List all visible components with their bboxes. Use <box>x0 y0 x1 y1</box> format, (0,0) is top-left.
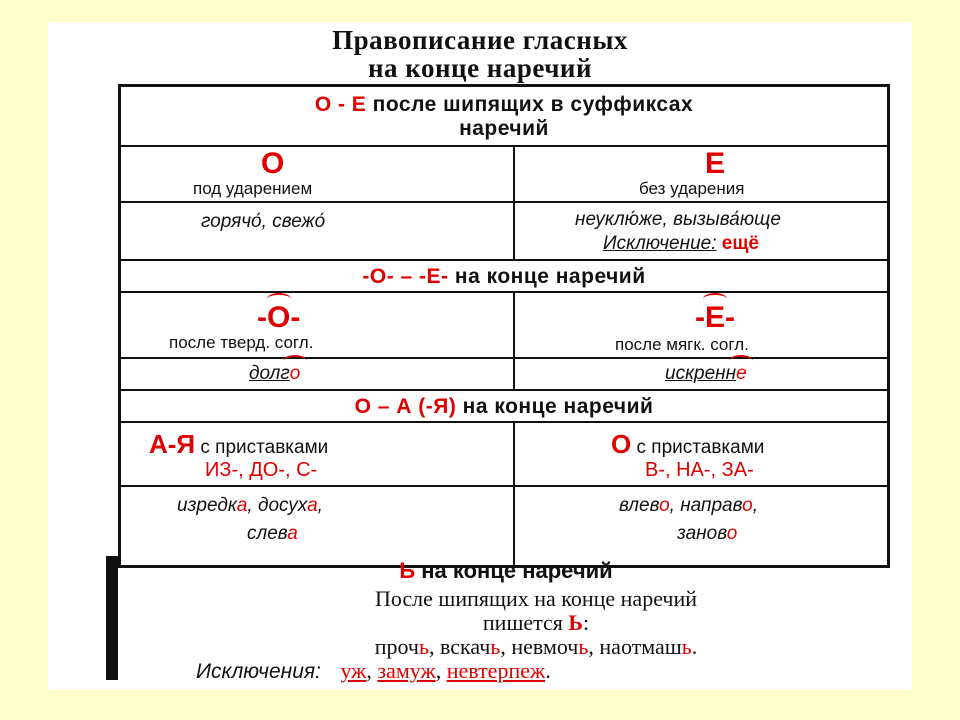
example-sleva-stem: слев <box>247 523 288 544</box>
section4-exceptions: Исключения: уж, замуж, невтерпеж. <box>196 658 551 683</box>
section2-header-text: на конце наречий <box>448 265 646 288</box>
example-svezho: свежо́ <box>272 211 326 232</box>
example-naotmash-ending: ь <box>681 634 692 659</box>
section1-examples-row <box>121 203 887 261</box>
example-izredka-ending: а <box>236 495 248 516</box>
section1-header-text: после шипящих в суффиксах <box>366 93 694 116</box>
rule-sheet <box>48 22 912 690</box>
section1-header <box>121 87 887 147</box>
section4-rule-line2 <box>166 610 906 636</box>
section4-examples: прочь, вскачь, невмочь, наотмашь. <box>374 634 698 659</box>
section3-header <box>121 391 887 423</box>
example-izredka-stem: изредк <box>177 495 237 516</box>
example-iskrenne-ending: е <box>736 363 747 384</box>
section2-right-letter: -Е- <box>695 301 735 334</box>
exception-zamuzh: замуж <box>377 658 436 683</box>
section2-letters-row <box>121 293 887 359</box>
example-goryacho: горячо́ <box>201 211 262 232</box>
section3-right-note: с приставками <box>631 437 765 458</box>
example-neuklyuzhe: неуклю́же <box>575 209 663 230</box>
section2-header-red: -О- – -Е- <box>362 265 449 288</box>
section1-header-red: О - Е <box>314 93 367 116</box>
example-vlevo-ending: о <box>659 495 670 516</box>
section3-left-letter: А-Я <box>149 429 196 459</box>
example-sleva-ending: а <box>287 523 298 544</box>
section2-left-letter: -О- <box>257 301 301 334</box>
title-line-2: на конце наречий <box>367 53 593 83</box>
section3-left-prefixes: ИЗ-, ДО-, С- <box>205 459 318 481</box>
section2-left-cell <box>121 293 515 357</box>
exception-label: Исключение: <box>603 233 717 254</box>
section3-header-red: О – А (-Я) <box>354 395 457 418</box>
rule-colon: : <box>582 610 590 635</box>
example-dosukha-stem: досух <box>257 495 308 516</box>
example-vlevo-stem: влев <box>619 495 660 516</box>
example-nevmoch-ending: ь <box>578 634 589 659</box>
section1-right-examples <box>515 203 887 259</box>
example-nevmoch-stem: невмоч <box>511 634 579 659</box>
section3-letters-row <box>121 423 887 487</box>
section2-right-example <box>515 359 887 389</box>
section3-right-letter: О <box>611 429 632 459</box>
example-vskach-stem: вскач <box>440 634 491 659</box>
example-vyzyvayushche: вызыва́юще <box>673 209 781 230</box>
example-dosukha-ending: а <box>307 495 318 516</box>
section4-header <box>106 558 906 584</box>
section4-rule-line1: После шипящих на конце наречий <box>374 586 698 611</box>
rules-table <box>118 84 890 568</box>
example-zanovo-stem: занов <box>677 523 727 544</box>
rule-text: пишется <box>482 610 569 635</box>
section2-left-example <box>121 359 515 389</box>
section3-examples-row <box>121 487 887 567</box>
separator: , <box>662 209 674 230</box>
section3-right-cell <box>515 423 887 485</box>
section1-right-note: без ударения <box>639 179 745 198</box>
page-title <box>48 26 912 82</box>
soft-sign-section <box>106 556 906 688</box>
section3-left-cell <box>121 423 515 485</box>
example-zanovo-ending: о <box>726 523 738 544</box>
example-dolgo-stem: долг <box>249 363 290 384</box>
section1-left-cell <box>121 147 515 201</box>
section2-right-cell <box>515 293 887 357</box>
exceptions-label: Исключения: <box>196 660 321 683</box>
example-dolgo-ending: о <box>289 363 301 384</box>
section2-header <box>121 261 887 293</box>
example-proch-stem: проч <box>374 634 419 659</box>
section1-letters-row <box>121 147 887 203</box>
section4-header-red: Ь <box>399 558 416 583</box>
separator: , <box>261 211 273 232</box>
section1-right-cell <box>515 147 887 201</box>
example-napravo-stem: направ <box>680 495 743 516</box>
example-naotmash-stem: наотмаш <box>599 634 682 659</box>
soft-sign-letter: Ь <box>568 610 583 635</box>
section1-left-examples <box>121 203 515 259</box>
section3-right-examples: влево, направо, заново <box>619 495 758 544</box>
section2-right-note: после мягк. согл. <box>615 335 749 354</box>
example-iskrenne-stem: искренн <box>665 363 737 384</box>
example-vskach-ending: ь <box>490 634 501 659</box>
section3-header-text: на конце наречий <box>456 395 654 418</box>
section2-examples-row <box>121 359 887 391</box>
section2-left-note: после тверд. согл. <box>169 333 314 352</box>
example-proch-ending: ь <box>418 634 430 659</box>
section3-left-examples: изредка, досуха, слева <box>121 487 515 567</box>
section4-header-text: на конце наречий <box>415 558 613 583</box>
exception-word: ещё <box>721 233 759 254</box>
exception-uzh: уж <box>340 658 367 683</box>
section1-header-line2: наречий <box>459 117 549 140</box>
section3-right-prefixes: В-, НА-, ЗА- <box>645 459 754 481</box>
title-line-1: Правописание гласных <box>332 25 628 55</box>
section3-left-note: с приставками <box>195 437 329 458</box>
exception-nevterpezh: невтерпеж <box>446 658 546 683</box>
section1-right-letter: Е <box>705 147 726 180</box>
section1-left-note: под ударением <box>193 179 313 198</box>
example-napravo-ending: о <box>742 495 753 516</box>
section1-left-letter: О <box>261 147 285 180</box>
